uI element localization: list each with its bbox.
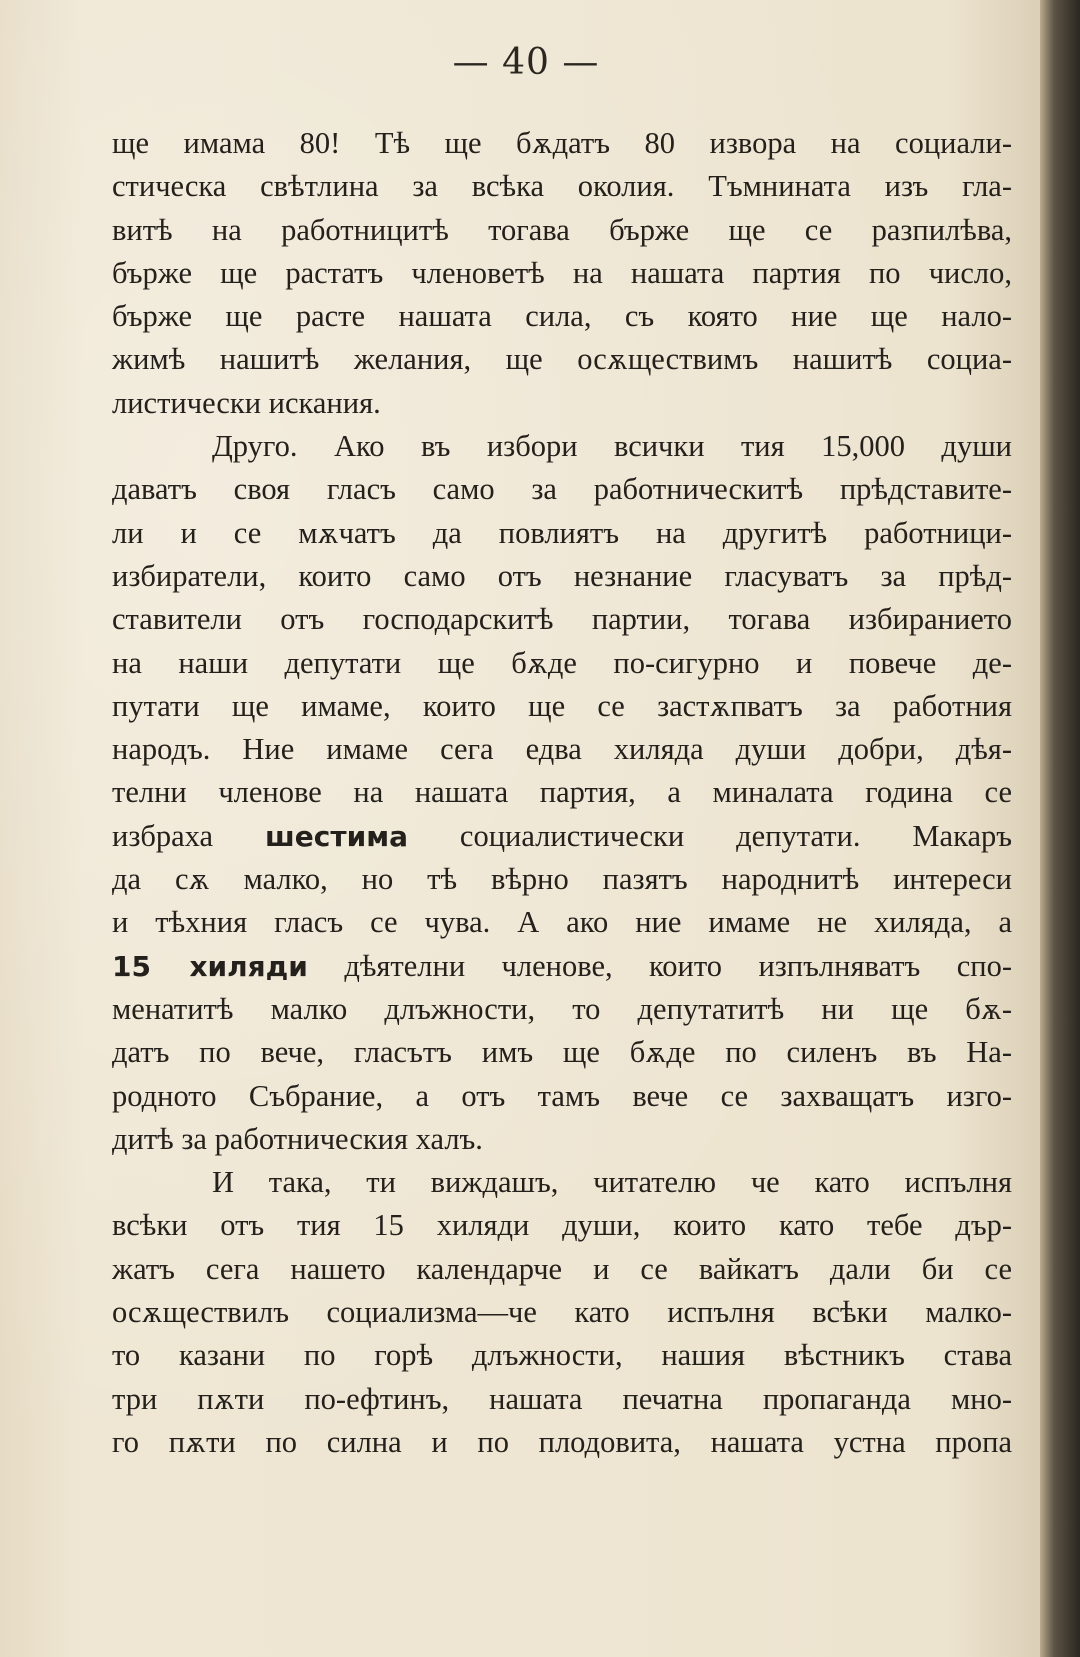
text-line: путати ще имаме, които ще се застѫпватъ за работния — [112, 688, 1012, 723]
text-line: И така, ти виждашъ, читателю че като испълня — [212, 1165, 1012, 1200]
text-line: три пѫти по-ефтинъ, нашата печатна пропаганда мно- — [112, 1381, 1012, 1416]
text-line: витѣ на работницитѣ тогава бърже ще се разпилѣва, — [112, 212, 1012, 247]
text-line: жимѣ нашитѣ желания, ще осѫществимъ нашитѣ социа- — [112, 342, 1012, 377]
text-line: Друго. Ако въ избори всички тия 15,000 души — [212, 429, 1012, 464]
text-line: стическа свѣтлина за всѣка околия. Тъмнината изъ гла- — [112, 169, 1012, 204]
text-line: жатъ сега нашето календарче и се вайкатъ дали би се — [112, 1251, 1012, 1286]
text-line: ставители отъ господарскитѣ партии, тогава избиранието — [112, 602, 1012, 637]
text-line: даватъ своя гласъ само за работническитѣ прѣдставите- — [112, 472, 1012, 507]
text-line: датъ по вече, гласътъ имъ ще бѫде по силенъ въ На- — [112, 1035, 1012, 1070]
body-text — [112, 122, 1012, 1464]
book-spine-shadow — [1040, 0, 1080, 1657]
text-line: народъ. Ние имаме сега едва хиляда души добри, дѣя- — [112, 732, 1012, 767]
text-line: менатитѣ малко длъжности, то депутатитѣ ни ще бѫ- — [112, 991, 1012, 1026]
text-line: бърже ще расте нашата сила, съ която ние ще нало- — [112, 299, 1012, 334]
text-line: телни членове на нашата партия, а миналата година се — [112, 775, 1012, 810]
text-line: и тѣхния гласъ се чува. А ако ние имаме не хиляда, а — [112, 905, 1012, 940]
text-line-with-bold: 15 хиляди дѣятелни членове, които изпълняватъ спо- — [112, 948, 1012, 983]
paragraph-1 — [112, 122, 1012, 425]
paragraph-2 — [112, 425, 1012, 1161]
text-line: родното Събрание, а отъ тамъ вече се захващатъ изго- — [112, 1078, 1012, 1113]
text-line: всѣки отъ тия 15 хиляди души, които като тебе дър- — [112, 1208, 1012, 1243]
text-line-with-bold: избраха шестима социалистически депутати. Макаръ — [112, 818, 1012, 853]
paragraph-3 — [112, 1161, 1012, 1464]
bold-phrase: шестима — [265, 819, 408, 853]
text-line: бърже ще растатъ членоветѣ на нашата партия по число, — [112, 255, 1012, 290]
page-number: — 40 — — [452, 42, 600, 83]
text-line: осѫществилъ социализма—че като испълня всѣки малко- — [112, 1295, 1012, 1330]
text-line: да сѫ малко, но тѣ вѣрно пазятъ народнитѣ интереси — [112, 862, 1012, 897]
text-line: то казани по горѣ длъжности, нашия вѣстникъ става — [112, 1338, 1012, 1373]
bold-phrase: 15 хиляди — [112, 949, 308, 983]
text-line: ще имама 80! Тѣ ще бѫдатъ 80 извора на социали- — [112, 126, 1012, 160]
text-line: го пѫти по силна и по плодовита, нашата устна пропа — [112, 1424, 1012, 1459]
text-line: избиратели, които само отъ незнание гласуватъ за прѣд- — [112, 558, 1012, 593]
text-line: на наши депутати ще бѫде по-сигурно и повече де- — [112, 645, 1012, 680]
text-line: ли и се мѫчатъ да повлиятъ на другитѣ работници- — [112, 515, 1012, 550]
text-line: листически искания. — [112, 385, 381, 420]
text-line: дитѣ за работническия халъ. — [112, 1121, 483, 1156]
